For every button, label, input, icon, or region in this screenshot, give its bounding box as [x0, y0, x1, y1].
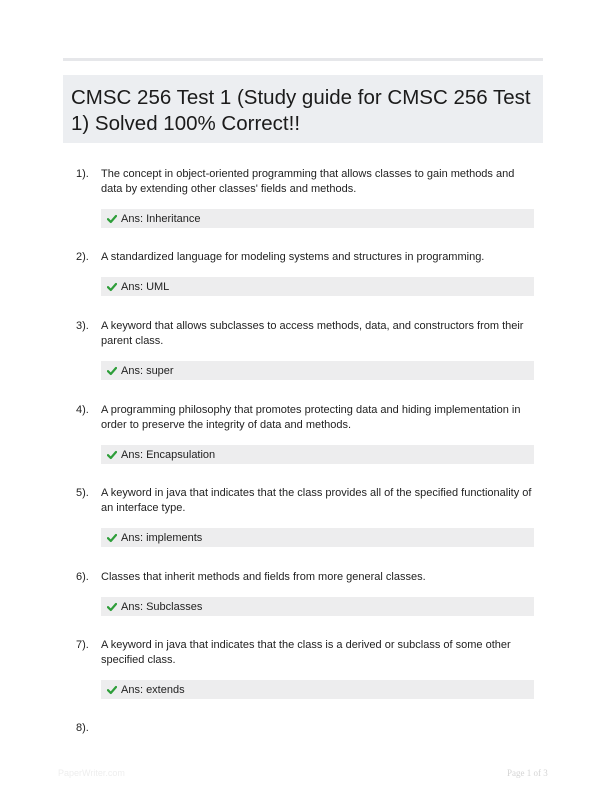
checkmark-icon [107, 602, 117, 612]
question-number: 1). [76, 168, 89, 180]
question-text: A programming philosophy that promotes protecting data and hiding implementation in order to preserve the integrity of data and methods. [101, 404, 521, 431]
checkmark-icon [107, 214, 117, 224]
answer-text: Ans: Subclasses [121, 600, 203, 613]
footer-watermark: PaperWriter.com [58, 768, 125, 778]
question-number: 6). [76, 571, 89, 583]
answer-text: Ans: UML [121, 280, 170, 293]
answer-text: Ans: Inheritance [121, 212, 201, 225]
question-text: The concept in object-oriented programming that allows classes to gain methods and data by extending other classes' fields and methods. [101, 168, 515, 195]
question-item [63, 250, 543, 296]
question-text: A keyword in java that indicates that the class is a derived or subclass of some other specified class. [101, 639, 511, 666]
answer-box [101, 361, 534, 380]
answer-box [101, 445, 534, 464]
question-number: 5). [76, 487, 89, 499]
question-number: 2). [76, 251, 89, 263]
answer-text: Ans: Encapsulation [121, 448, 216, 461]
checkmark-icon [107, 282, 117, 292]
top-divider [63, 58, 543, 61]
question-number: 3). [76, 320, 89, 332]
question-number: 8). [76, 722, 89, 734]
question-item [63, 570, 543, 616]
answer-box [101, 209, 534, 228]
question-item [63, 167, 543, 228]
question-text: A standardized language for modeling systems and structures in programming. [101, 251, 485, 263]
answer-box [101, 680, 534, 699]
question-item [63, 319, 543, 380]
question-number: 7). [76, 639, 89, 651]
answer-text: Ans: extends [121, 683, 185, 696]
question-item [63, 638, 543, 699]
question-text: A keyword that allows subclasses to access methods, data, and constructors from their parent class. [101, 320, 524, 347]
checkmark-icon [107, 685, 117, 695]
question-number: 4). [76, 404, 89, 416]
question-item [63, 403, 543, 464]
checkmark-icon [107, 533, 117, 543]
answer-text: Ans: super [121, 364, 174, 377]
page-title: CMSC 256 Test 1 (Study guide for CMSC 256 Test 1) Solved 100% Correct!! [71, 86, 531, 135]
answer-text: Ans: implements [121, 531, 203, 544]
question-item [63, 486, 543, 547]
answer-box [101, 528, 534, 547]
answer-box [101, 597, 534, 616]
page-indicator: Page 1 of 3 [507, 768, 548, 778]
answer-box [101, 277, 534, 296]
question-text: Classes that inherit methods and fields from more general classes. [101, 571, 426, 583]
question-text: A keyword in java that indicates that the class provides all of the specified functionality of an interface type. [101, 487, 532, 514]
checkmark-icon [107, 366, 117, 376]
title-banner [63, 75, 543, 143]
checkmark-icon [107, 450, 117, 460]
